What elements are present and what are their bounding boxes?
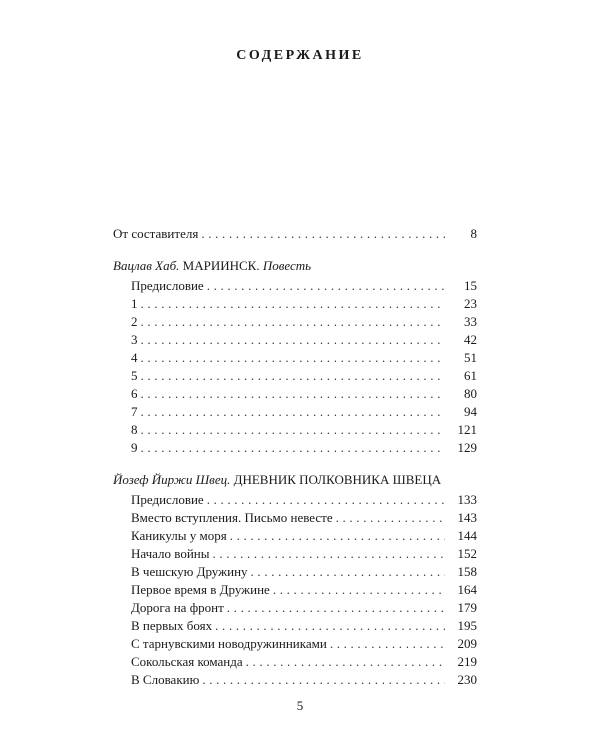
toc-entry-label: 1: [131, 296, 138, 311]
toc-entry-page: 94: [464, 404, 477, 419]
toc-entry[interactable]: [113, 367, 477, 385]
section-heading: [113, 257, 477, 275]
section-work-title: ДНЕВНИК ПОЛКОВНИКА ШВЕЦА: [233, 472, 442, 487]
dot-leader: [230, 527, 445, 545]
dot-leader: [141, 421, 446, 439]
dot-leader: [141, 385, 446, 403]
toc-entry-page: 209: [457, 636, 477, 651]
toc-entry-label: Вместо вступления. Письмо невесте: [131, 510, 333, 525]
toc-entry[interactable]: [113, 295, 477, 313]
dot-leader: [141, 439, 446, 457]
toc-entry-label: 8: [131, 422, 138, 437]
dot-leader: [246, 653, 445, 671]
toc-entry[interactable]: [113, 653, 477, 671]
toc-entry[interactable]: [113, 635, 477, 653]
toc-entry[interactable]: [113, 599, 477, 617]
toc-entry-label: 2: [131, 314, 138, 329]
page-title: СОДЕРЖАНИЕ: [236, 48, 364, 63]
toc-entry-label: 9: [131, 440, 138, 455]
toc-entry-label: Начало войны: [131, 546, 210, 561]
toc-entry-page: 121: [457, 422, 477, 437]
dot-leader: [141, 295, 446, 313]
toc-entry-label: 5: [131, 368, 138, 383]
toc-entry-page: 15: [464, 278, 477, 293]
toc-entry-label: С тарнувскими новодружинниками: [131, 636, 327, 651]
toc-entry-label: Каникулы у моря: [131, 528, 227, 543]
toc-entry-page: 8: [470, 226, 477, 241]
toc-entry[interactable]: [113, 617, 477, 635]
toc-entry-label: Предисловие: [131, 278, 204, 293]
toc-entry-page: 23: [464, 296, 477, 311]
dot-leader: [273, 581, 445, 599]
toc-entry-page: 164: [457, 582, 477, 597]
toc-entry-preface[interactable]: [113, 225, 477, 243]
toc-entry[interactable]: [113, 491, 477, 509]
toc-entry-page: 129: [457, 440, 477, 455]
toc-entry[interactable]: [113, 545, 477, 563]
toc-entry[interactable]: [113, 349, 477, 367]
dot-leader: [141, 313, 446, 331]
dot-leader: [207, 277, 445, 295]
section-heading: [113, 471, 477, 489]
toc-entry-page: 158: [457, 564, 477, 579]
toc-entry[interactable]: [113, 527, 477, 545]
dot-leader: [201, 225, 445, 243]
page-number: 5: [296, 698, 304, 713]
toc-entry[interactable]: [113, 563, 477, 581]
table-of-contents: [113, 225, 477, 695]
toc-entry-label: В первых боях: [131, 618, 213, 633]
toc-entry-label: Сокольская команда: [131, 654, 243, 669]
toc-entry-page: 133: [457, 492, 477, 507]
toc-entry-page: 230: [457, 672, 477, 687]
toc-entry-page: 144: [457, 528, 477, 543]
toc-entry-page: 219: [457, 654, 477, 669]
toc-entry[interactable]: [113, 331, 477, 349]
toc-entry-page: 179: [457, 600, 477, 615]
dot-leader: [251, 563, 445, 581]
section-author: Йозеф Йиржи Швец.: [113, 472, 231, 487]
toc-entry[interactable]: [113, 385, 477, 403]
toc-entry[interactable]: [113, 671, 477, 689]
toc-entry[interactable]: [113, 277, 477, 295]
toc-entry-page: 80: [464, 386, 477, 401]
toc-entry-page: 51: [464, 350, 477, 365]
toc-entry-label: Предисловие: [131, 492, 204, 507]
toc-entry[interactable]: [113, 313, 477, 331]
dot-leader: [227, 599, 445, 617]
section-work-title: МАРИИНСК.: [182, 258, 260, 273]
toc-entry-page: 33: [464, 314, 477, 329]
toc-entry-label: 7: [131, 404, 138, 419]
section-entries: [113, 277, 477, 457]
dot-leader: [141, 331, 446, 349]
toc-entry-page: 42: [464, 332, 477, 347]
dot-leader: [202, 671, 445, 689]
toc-entry-label: 4: [131, 350, 138, 365]
toc-entry-page: 152: [457, 546, 477, 561]
toc-entry-label: Дорога на фронт: [131, 600, 224, 615]
dot-leader: [330, 635, 445, 653]
dot-leader: [141, 367, 446, 385]
toc-entry-label: В чешскую Дружину: [131, 564, 248, 579]
toc-entry[interactable]: [113, 509, 477, 527]
dot-leader: [215, 617, 445, 635]
dot-leader: [336, 509, 445, 527]
toc-entry-label: 3: [131, 332, 138, 347]
dot-leader: [141, 349, 446, 367]
toc-entry-label: В Словакию: [131, 672, 200, 687]
toc-entry[interactable]: [113, 421, 477, 439]
toc-entry[interactable]: [113, 403, 477, 421]
dot-leader: [141, 403, 446, 421]
section-entries: [113, 491, 477, 689]
toc-entry[interactable]: [113, 439, 477, 457]
section-genre: Повесть: [262, 258, 312, 273]
toc-entry-label: 6: [131, 386, 138, 401]
toc-entry-label: От составителя: [113, 226, 199, 241]
toc-entry-page: 195: [457, 618, 477, 633]
section-author: Вацлав Хаб.: [113, 258, 180, 273]
toc-entry[interactable]: [113, 581, 477, 599]
dot-leader: [207, 491, 445, 509]
toc-entry-page: 61: [464, 368, 477, 383]
toc-entry-label: Первое время в Дружине: [131, 582, 270, 597]
dot-leader: [213, 545, 446, 563]
toc-entry-page: 143: [457, 510, 477, 525]
